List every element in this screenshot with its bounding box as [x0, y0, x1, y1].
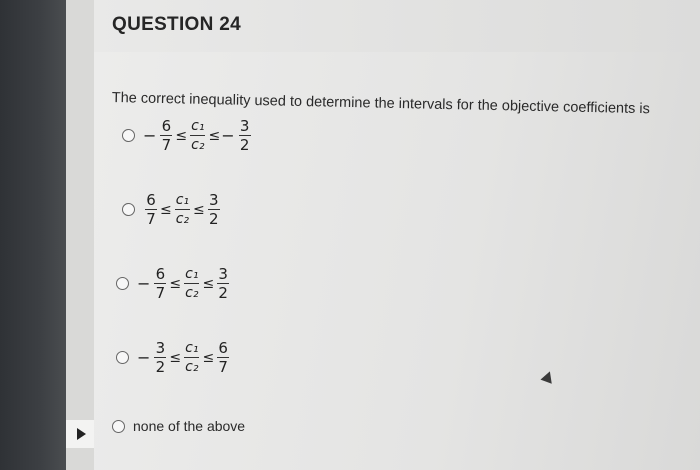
answer-option-5[interactable]: [112, 418, 245, 434]
question-body: [94, 52, 700, 470]
left-bound-fraction: $\frac{6}{7}$: [155, 265, 166, 303]
mouse-cursor-icon: [540, 369, 555, 383]
radio-button[interactable]: [112, 420, 125, 433]
minus-sign: −: [137, 348, 151, 368]
inequality-expression: [137, 340, 231, 375]
option-label: none of the above: [133, 418, 246, 434]
radio-button[interactable]: [122, 129, 135, 142]
leq-symbol: ≤: [202, 275, 215, 292]
inequality-expression: [143, 192, 222, 227]
right-bound-fraction: $\frac{3}{2}$: [239, 117, 250, 155]
coefficient-ratio: $\frac{\text{c₁}}{\text{c₂}}$: [191, 118, 205, 154]
right-bound-fraction: $\frac{3}{2}$: [218, 265, 228, 303]
question-prompt: The correct inequality used to determine the intervals for the objective coefficients is: [111, 90, 651, 118]
answer-option-1[interactable]: [122, 118, 253, 153]
answer-option-4[interactable]: [116, 340, 231, 375]
leq-symbol: ≤: [175, 127, 188, 144]
radio-button[interactable]: [116, 277, 129, 290]
radio-button[interactable]: [122, 203, 135, 216]
left-bound-fraction: $\frac{6}{7}$: [161, 117, 172, 155]
left-sidebar: [0, 0, 66, 470]
question-title: QUESTION 24: [112, 14, 241, 35]
answer-option-3[interactable]: [116, 266, 231, 301]
inequality-expression: [137, 266, 231, 301]
play-button[interactable]: [66, 420, 94, 448]
minus-sign: −: [143, 126, 157, 146]
leq-symbol: ≤: [208, 127, 221, 144]
leq-symbol: ≤: [202, 349, 215, 366]
radio-button[interactable]: [116, 351, 129, 364]
minus-sign: −: [137, 274, 151, 294]
right-bound-fraction: $\frac{6}{7}$: [218, 339, 228, 377]
minus-sign: −: [221, 126, 235, 146]
answer-option-2[interactable]: [122, 192, 222, 227]
coefficient-ratio: $\frac{\text{c₁}}{\text{c₂}}$: [175, 192, 190, 228]
leq-symbol: ≤: [193, 201, 205, 218]
question-header: [94, 0, 700, 52]
leq-symbol: ≤: [169, 349, 182, 366]
left-bound-fraction: $\frac{6}{7}$: [146, 191, 156, 229]
right-bound-fraction: $\frac{3}{2}$: [209, 191, 219, 229]
coefficient-ratio: $\frac{\text{c₁}}{\text{c₂}}$: [185, 266, 199, 302]
leq-symbol: ≤: [160, 201, 172, 218]
leq-symbol: ≤: [169, 275, 182, 292]
coefficient-ratio: $\frac{\text{c₁}}{\text{c₂}}$: [185, 340, 199, 376]
inequality-expression: [143, 118, 253, 153]
play-icon: [77, 428, 86, 440]
left-bound-fraction: $\frac{3}{2}$: [155, 339, 166, 377]
